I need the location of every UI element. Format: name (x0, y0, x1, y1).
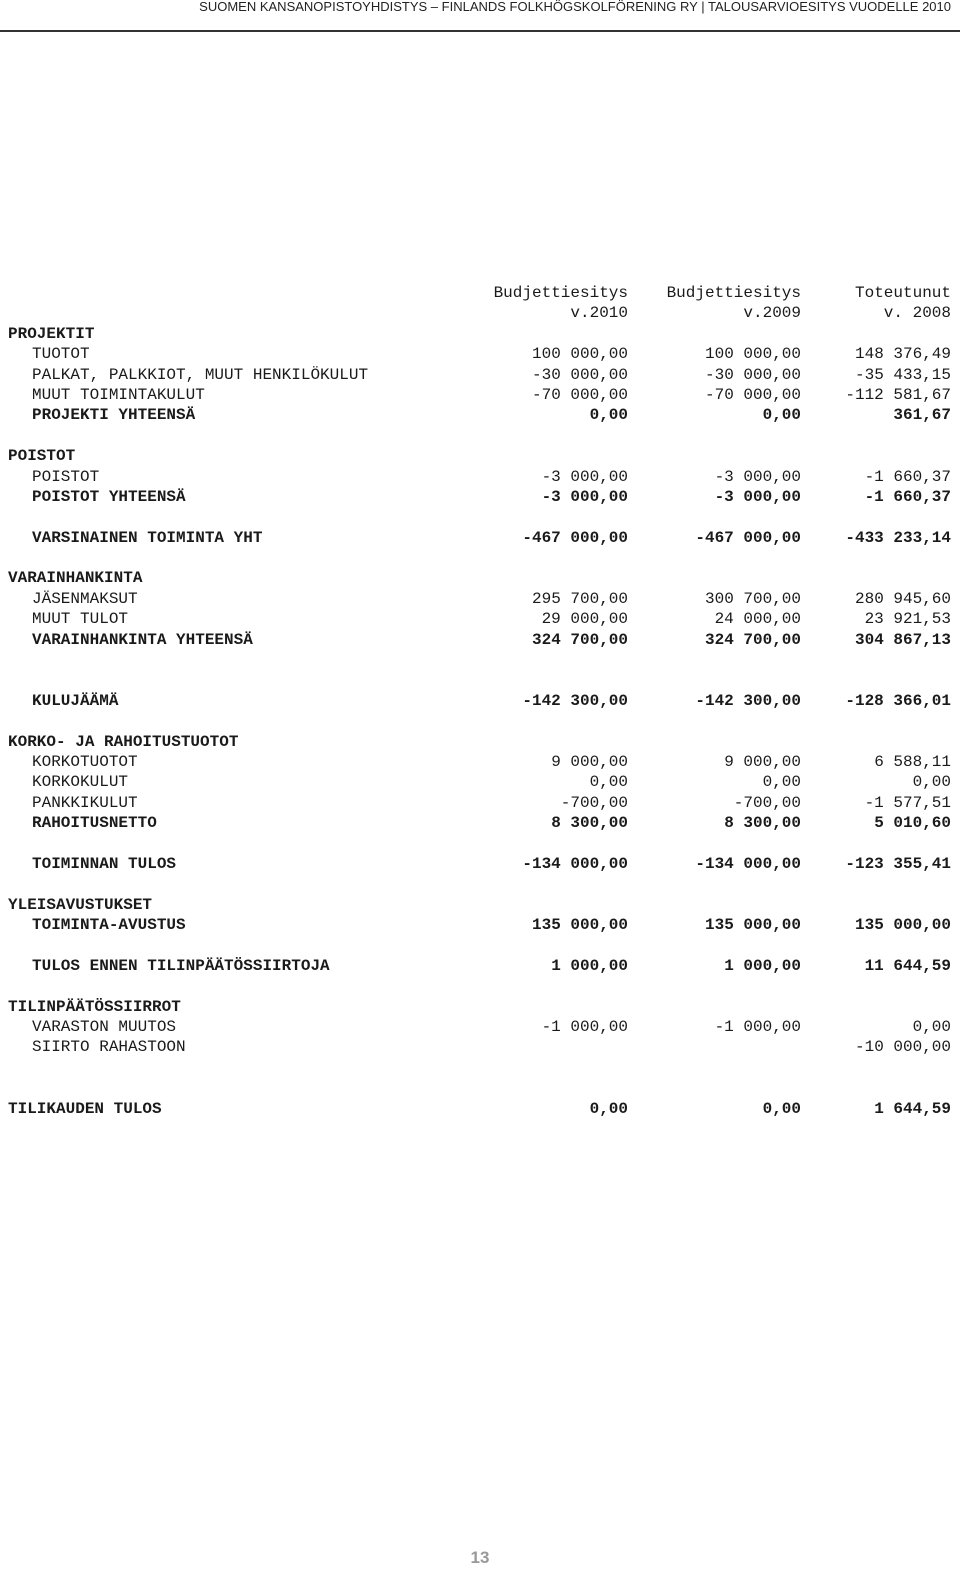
value-2010: -30 000,00 (531, 365, 628, 384)
value-2010: 8 300,00 (551, 814, 628, 833)
section-title: POISTOT (8, 447, 76, 466)
column-header-row-2 (0, 303, 960, 323)
spacer (0, 507, 960, 527)
value-2008: 11 644,59 (864, 956, 951, 975)
table-row (0, 385, 960, 405)
total-row (0, 813, 960, 833)
value-2010: 0,00 (589, 773, 628, 792)
spacer (0, 1078, 960, 1098)
row-label: TOIMINTA-AVUSTUS (32, 916, 186, 935)
table-row (0, 1017, 960, 1037)
table-row (0, 772, 960, 792)
row-label: MUUT TULOT (32, 610, 129, 629)
value-2008: -1 577,51 (864, 793, 951, 812)
table-row (0, 1037, 960, 1057)
value-2010: -134 000,00 (522, 854, 628, 873)
budget-table (0, 283, 960, 1119)
spacer (0, 874, 960, 894)
row-label: KORKOKULUT (32, 773, 129, 792)
col-2009-year: v.2009 (743, 304, 801, 323)
table-row (0, 609, 960, 629)
total-row (0, 691, 960, 711)
header-title: SUOMEN KANSANOPISTOYHDISTYS – FINLANDS FOLKHÖGSKOLFÖRENING RY | TALOUSARVIOESITYS VUODELLE 2010 (199, 0, 951, 14)
value-2009: 9 000,00 (724, 752, 801, 771)
final-total-row (0, 1099, 960, 1119)
value-2009: -3 000,00 (714, 487, 801, 506)
total-row (0, 528, 960, 548)
row-label: TOIMINNAN TULOS (32, 854, 177, 873)
value-2008: 304 867,13 (854, 630, 951, 649)
row-label: SIIRTO RAHASTOON (32, 1038, 186, 1057)
value-2009: 135 000,00 (704, 916, 801, 935)
value-2009: -134 000,00 (695, 854, 801, 873)
value-2010: 0,00 (589, 406, 628, 425)
value-2010: -142 300,00 (522, 691, 628, 710)
row-label: VARAINHANKINTA YHTEENSÄ (32, 630, 253, 649)
value-2008: -35 433,15 (854, 365, 951, 384)
table-row (0, 793, 960, 813)
value-2008: 361,67 (893, 406, 951, 425)
row-label: TILIKAUDEN TULOS (8, 1099, 162, 1118)
row-label: RAHOITUSNETTO (32, 814, 157, 833)
value-2009: -467 000,00 (695, 528, 801, 547)
col-2010-year: v.2010 (570, 304, 628, 323)
value-2009: -3 000,00 (714, 467, 801, 486)
table-row (0, 365, 960, 385)
section-title: PROJEKTIT (8, 324, 95, 343)
column-header-row-1 (0, 283, 960, 303)
value-2010: -467 000,00 (522, 528, 628, 547)
value-2008: -1 660,37 (864, 467, 951, 486)
value-2009: -142 300,00 (695, 691, 801, 710)
value-2009: 0,00 (762, 1099, 801, 1118)
value-2009: -700,00 (733, 793, 801, 812)
value-2008: 148 376,49 (854, 345, 951, 364)
table-row (0, 344, 960, 364)
value-2010: 295 700,00 (531, 589, 628, 608)
page-header (0, 0, 960, 32)
value-2010: 9 000,00 (551, 752, 628, 771)
value-2010: 29 000,00 (541, 610, 628, 629)
spacer (0, 711, 960, 731)
table-row (0, 589, 960, 609)
total-row (0, 405, 960, 425)
total-row (0, 915, 960, 935)
spacer (0, 976, 960, 996)
spacer (0, 650, 960, 670)
row-label: JÄSENMAKSUT (32, 589, 138, 608)
value-2010: 1 000,00 (551, 956, 628, 975)
row-label: KULUJÄÄMÄ (32, 691, 119, 710)
section-title: YLEISAVUSTUKSET (8, 895, 153, 914)
value-2010: 0,00 (589, 1099, 628, 1118)
value-2008: -10 000,00 (854, 1038, 951, 1057)
value-2010: -70 000,00 (531, 385, 628, 404)
spacer (0, 548, 960, 568)
table-row (0, 752, 960, 772)
col-2008-header: Toteutunut (854, 284, 951, 302)
value-2010: -700,00 (560, 793, 628, 812)
row-label: VARASTON MUUTOS (32, 1018, 177, 1037)
value-2009: -70 000,00 (704, 385, 801, 404)
row-label: MUUT TOIMINTAKULUT (32, 385, 205, 404)
value-2010: -1 000,00 (541, 1018, 628, 1037)
col-2009-header: Budjettiesitys (666, 284, 801, 302)
value-2009: 0,00 (762, 773, 801, 792)
spacer (0, 834, 960, 854)
spacer (0, 670, 960, 690)
section-varainhankinta (0, 568, 960, 588)
value-2008: 0,00 (912, 1018, 951, 1037)
value-2008: -112 581,67 (845, 385, 951, 404)
value-2009: 300 700,00 (704, 589, 801, 608)
value-2008: -1 660,37 (864, 487, 951, 506)
value-2008: -123 355,41 (845, 854, 951, 873)
row-label: PROJEKTI YHTEENSÄ (32, 406, 196, 425)
total-row (0, 487, 960, 507)
section-tilinpaatossiirrot (0, 997, 960, 1017)
value-2008: 0,00 (912, 773, 951, 792)
value-2009: -30 000,00 (704, 365, 801, 384)
value-2009: 324 700,00 (704, 630, 801, 649)
row-label: TULOS ENNEN TILINPÄÄTÖSSIIRTOJA (32, 956, 330, 975)
value-2010: 135 000,00 (531, 916, 628, 935)
value-2009: 0,00 (762, 406, 801, 425)
section-title: VARAINHANKINTA (8, 569, 143, 588)
section-title: KORKO- JA RAHOITUSTUOTOT (8, 732, 239, 751)
section-projektit (0, 324, 960, 344)
value-2008: 280 945,60 (854, 589, 951, 608)
row-label: POISTOT (32, 467, 100, 486)
section-title: TILINPÄÄTÖSSIIRROT (8, 997, 181, 1016)
section-korko (0, 732, 960, 752)
page-number: 13 (470, 1548, 490, 1567)
row-label: PALKAT, PALKKIOT, MUUT HENKILÖKULUT (32, 365, 369, 384)
spacer (0, 1058, 960, 1078)
value-2008: 23 921,53 (864, 610, 951, 629)
row-label: POISTOT YHTEENSÄ (32, 487, 186, 506)
table-row (0, 467, 960, 487)
value-2008: -433 233,14 (845, 528, 951, 547)
value-2010: -3 000,00 (541, 467, 628, 486)
value-2008: 1 644,59 (874, 1099, 951, 1118)
col-2008-year: v. 2008 (883, 304, 951, 323)
value-2010: 324 700,00 (531, 630, 628, 649)
value-2009: 1 000,00 (724, 956, 801, 975)
value-2010: 100 000,00 (531, 345, 628, 364)
total-row (0, 956, 960, 976)
value-2009: 24 000,00 (714, 610, 801, 629)
row-label: TUOTOT (32, 345, 90, 364)
value-2008: 6 588,11 (874, 752, 951, 771)
value-2009: 100 000,00 (704, 345, 801, 364)
row-label: KORKOTUOTOT (32, 752, 138, 771)
row-label: PANKKIKULUT (32, 793, 138, 812)
value-2008: -128 366,01 (845, 691, 951, 710)
spacer (0, 426, 960, 446)
section-yleisavustukset (0, 895, 960, 915)
total-row (0, 854, 960, 874)
total-row (0, 630, 960, 650)
value-2009: -1 000,00 (714, 1018, 801, 1037)
section-poistot (0, 446, 960, 466)
value-2008: 135 000,00 (854, 916, 951, 935)
row-label: VARSINAINEN TOIMINTA YHT (32, 528, 263, 547)
col-2010-header: Budjettiesitys (493, 284, 628, 302)
spacer (0, 936, 960, 956)
value-2009: 8 300,00 (724, 814, 801, 833)
value-2008: 5 010,60 (874, 814, 951, 833)
value-2010: -3 000,00 (541, 487, 628, 506)
